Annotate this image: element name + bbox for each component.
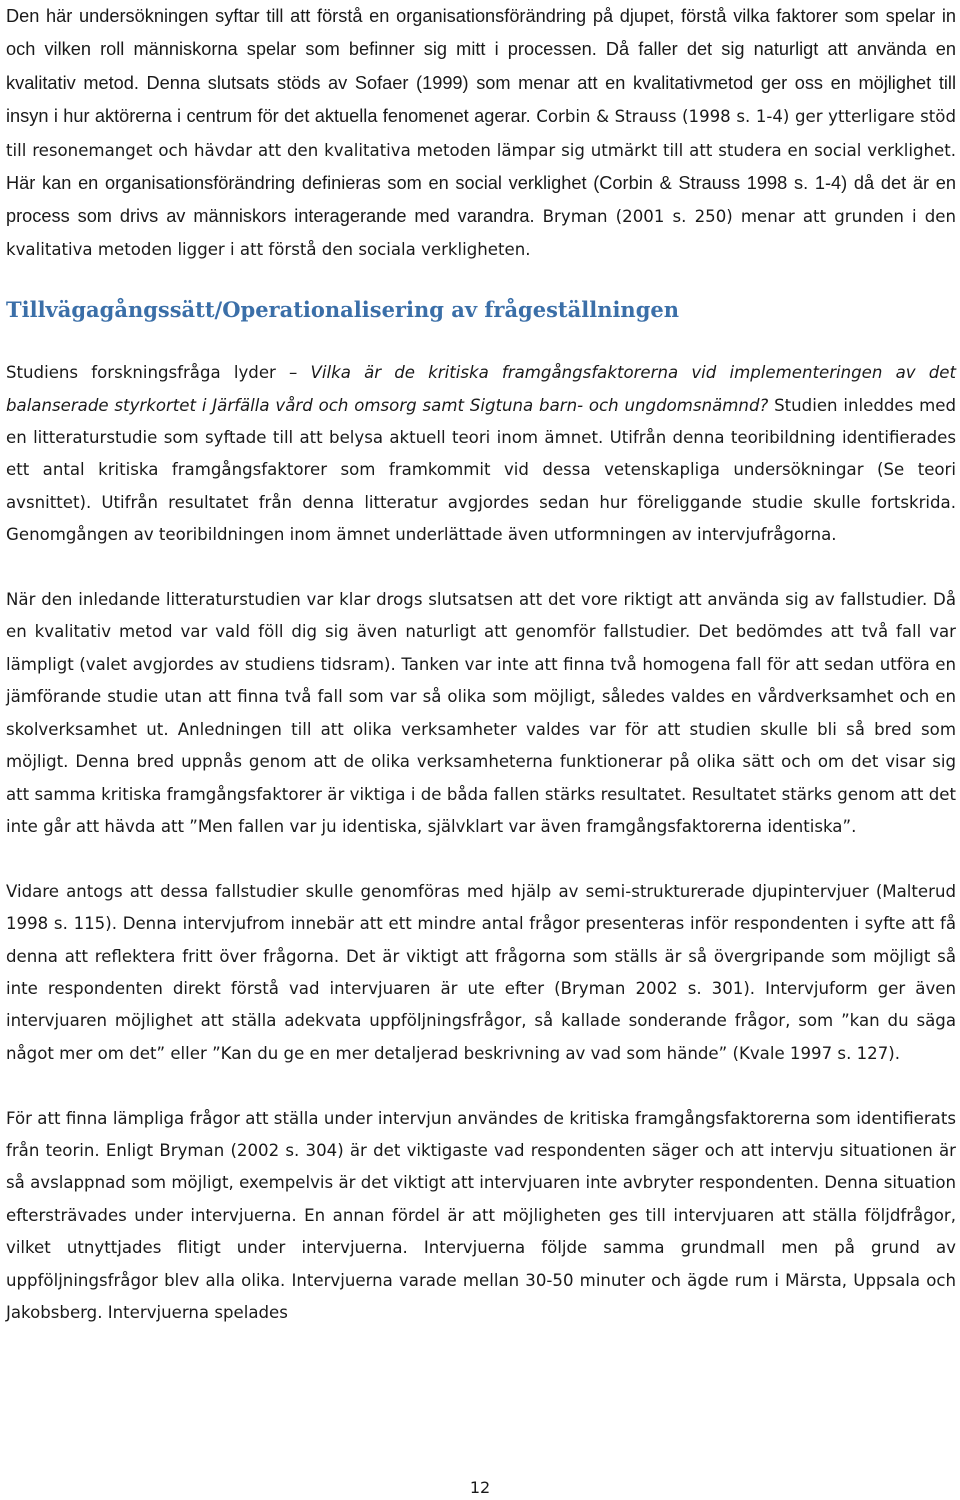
intro-text-part-1: Den här undersökningen syftar till att förstå en organisationsförändring på djupet, förstå vilka faktorer som spelar in och vilken roll människorna spelar som befinner sig mitt i processen. Då faller det sig naturligt att använda en kvalitativ metod. Denna slutsats stöds av Sofaer (1999) som menar att en kvalitativmetod ger oss en möjlighet till insyn i hur aktörerna i centrum för det aktuella fenomenet agerar. (6, 6, 956, 127)
intro-paragraph (6, 0, 956, 266)
intro-text-part-2: Corbin & Strauss (1998 s. 1-4) ger ytterligare stöd till resonemanget och hävdar att den kvalitativa metoden lämpar sig utmärkt till att studera en social verklighet. (6, 107, 956, 160)
paragraph-interviews: Vidare antogs att dessa fallstudier skulle genomföras med hjälp av semi-strukturerade djupintervjuer (Malterud 1998 s. 115). Denna intervjufrom innebär att ett mindre antal frågor presenteras inför respondenten i syfte att få denna att reflektera fritt över frågorna. Det är viktigt att frågorna som ställs är så övergripande som möjligt så inte respondenten direkt förstå vad intervjuaren är ute efter (Bryman 2002 s. 301). Intervjuform ger även intervjuaren möjlighet att ställa adekvata uppföljningsfrågor, så kallade sonderande frågor, som ”kan du säga något mer om det” eller ”Kan du ge en mer detaljerad beskrivning av vad som hände” (Kvale 1997 s. 127). (6, 881, 956, 1063)
document-page (6, 0, 956, 1329)
paragraph-interview-questions: För att finna lämpliga frågor att ställa under intervjun användes de kritiska framgångsfaktorerna som identifierats från teorin. Enligt Bryman (2002 s. 304) är det viktigaste vad respondenten säger och att intervju situationen är så avslappnad som möjligt, exempelvis är det viktigt att intervjuaren inte avbryter respondenten. Denna situation eftersträvades under intervjuerna. En annan fördel är att möjligheten ges till intervjuaren att ställa följdfrågor, vilket utnyttjades flitigt under intervjuerna. Intervjuerna följde samma grundmall men på grund av uppföljningsfrågor blev alla olika. Intervjuerna varade mellan 30-50 minuter och ägde rum i Märsta, Uppsala och Jakobsberg. Intervjuerna spelades (6, 1108, 956, 1322)
page-number: 12 (469, 1478, 491, 1497)
paragraph-case-studies: När den inledande litteraturstudien var klar drogs slutsatsen att det vore riktigt att använda sig av fallstudier. Då en kvalitativ metod var vald föll dig sig även naturligt att genomför fallstudier. Det bedömdes att två fall var lämpligt (valet avgjordes av studiens tidsram). Tanken var inte att finna två homogena fall för att sedan utföra en jämförande studie utan att finna två fall som var så olika som möjligt, således valdes en vårdverksamhet och en skolverksamhet ut. Anledningen till att olika verksamheter valdes var för att studien skulle bli så bred som möjligt. Denna bred uppnås genom att de olika verksamheterna funktionerar på olika sätt och om det visar sig att samma kritiska framgångsfaktorer är viktiga i de båda fallen stärks resultatet. Resultatet stärks genom att det inte går att hävda att ”Men fallen var ju identiska, självklart var även framgångsfaktorerna identiska”. (6, 590, 956, 836)
research-question-paragraph (6, 357, 956, 551)
intro-text-part-3: Här kan en organisationsförändring definieras som en social verklighet (Corbin & Strauss 1998 s. 1-4) då det är en process som drivs av människors interagerande med varandra. (6, 173, 956, 227)
research-question-rest: Studien inleddes med en litteraturstudie som syftade till att belysa aktuell teori inom ämnet. Utifrån denna teoribildning identifierades ett antal kritiska framgångsfaktorer som framkommit vid dessa vetenskapliga undersökningar (Se teori avsnittet). Utifrån resultatet från denna litteratur avgjordes sedan hur föreliggande studie skulle fortskrida. Genomgången av teoribildningen inom ämnet underlättade även utformningen av intervjufrågorna. (6, 395, 956, 545)
intro-text-part-4: Bryman (2001 s. 250) menar att grunden i den kvalitativa metoden ligger i att förstå den sociala verkligheten. (6, 207, 957, 259)
section-heading: Tillvägagångssätt/Operationalisering av frågeställningen (6, 297, 680, 323)
research-question-text: Vilka är de kritiska framgångsfaktorerna vid implementeringen av det balanserade styrkortet i Järfälla vård och omsorg samt Sigtuna barn- och ungdomsnämnd? (6, 363, 957, 415)
research-question-lead: Studiens forskningsfråga lyder – (6, 363, 311, 383)
